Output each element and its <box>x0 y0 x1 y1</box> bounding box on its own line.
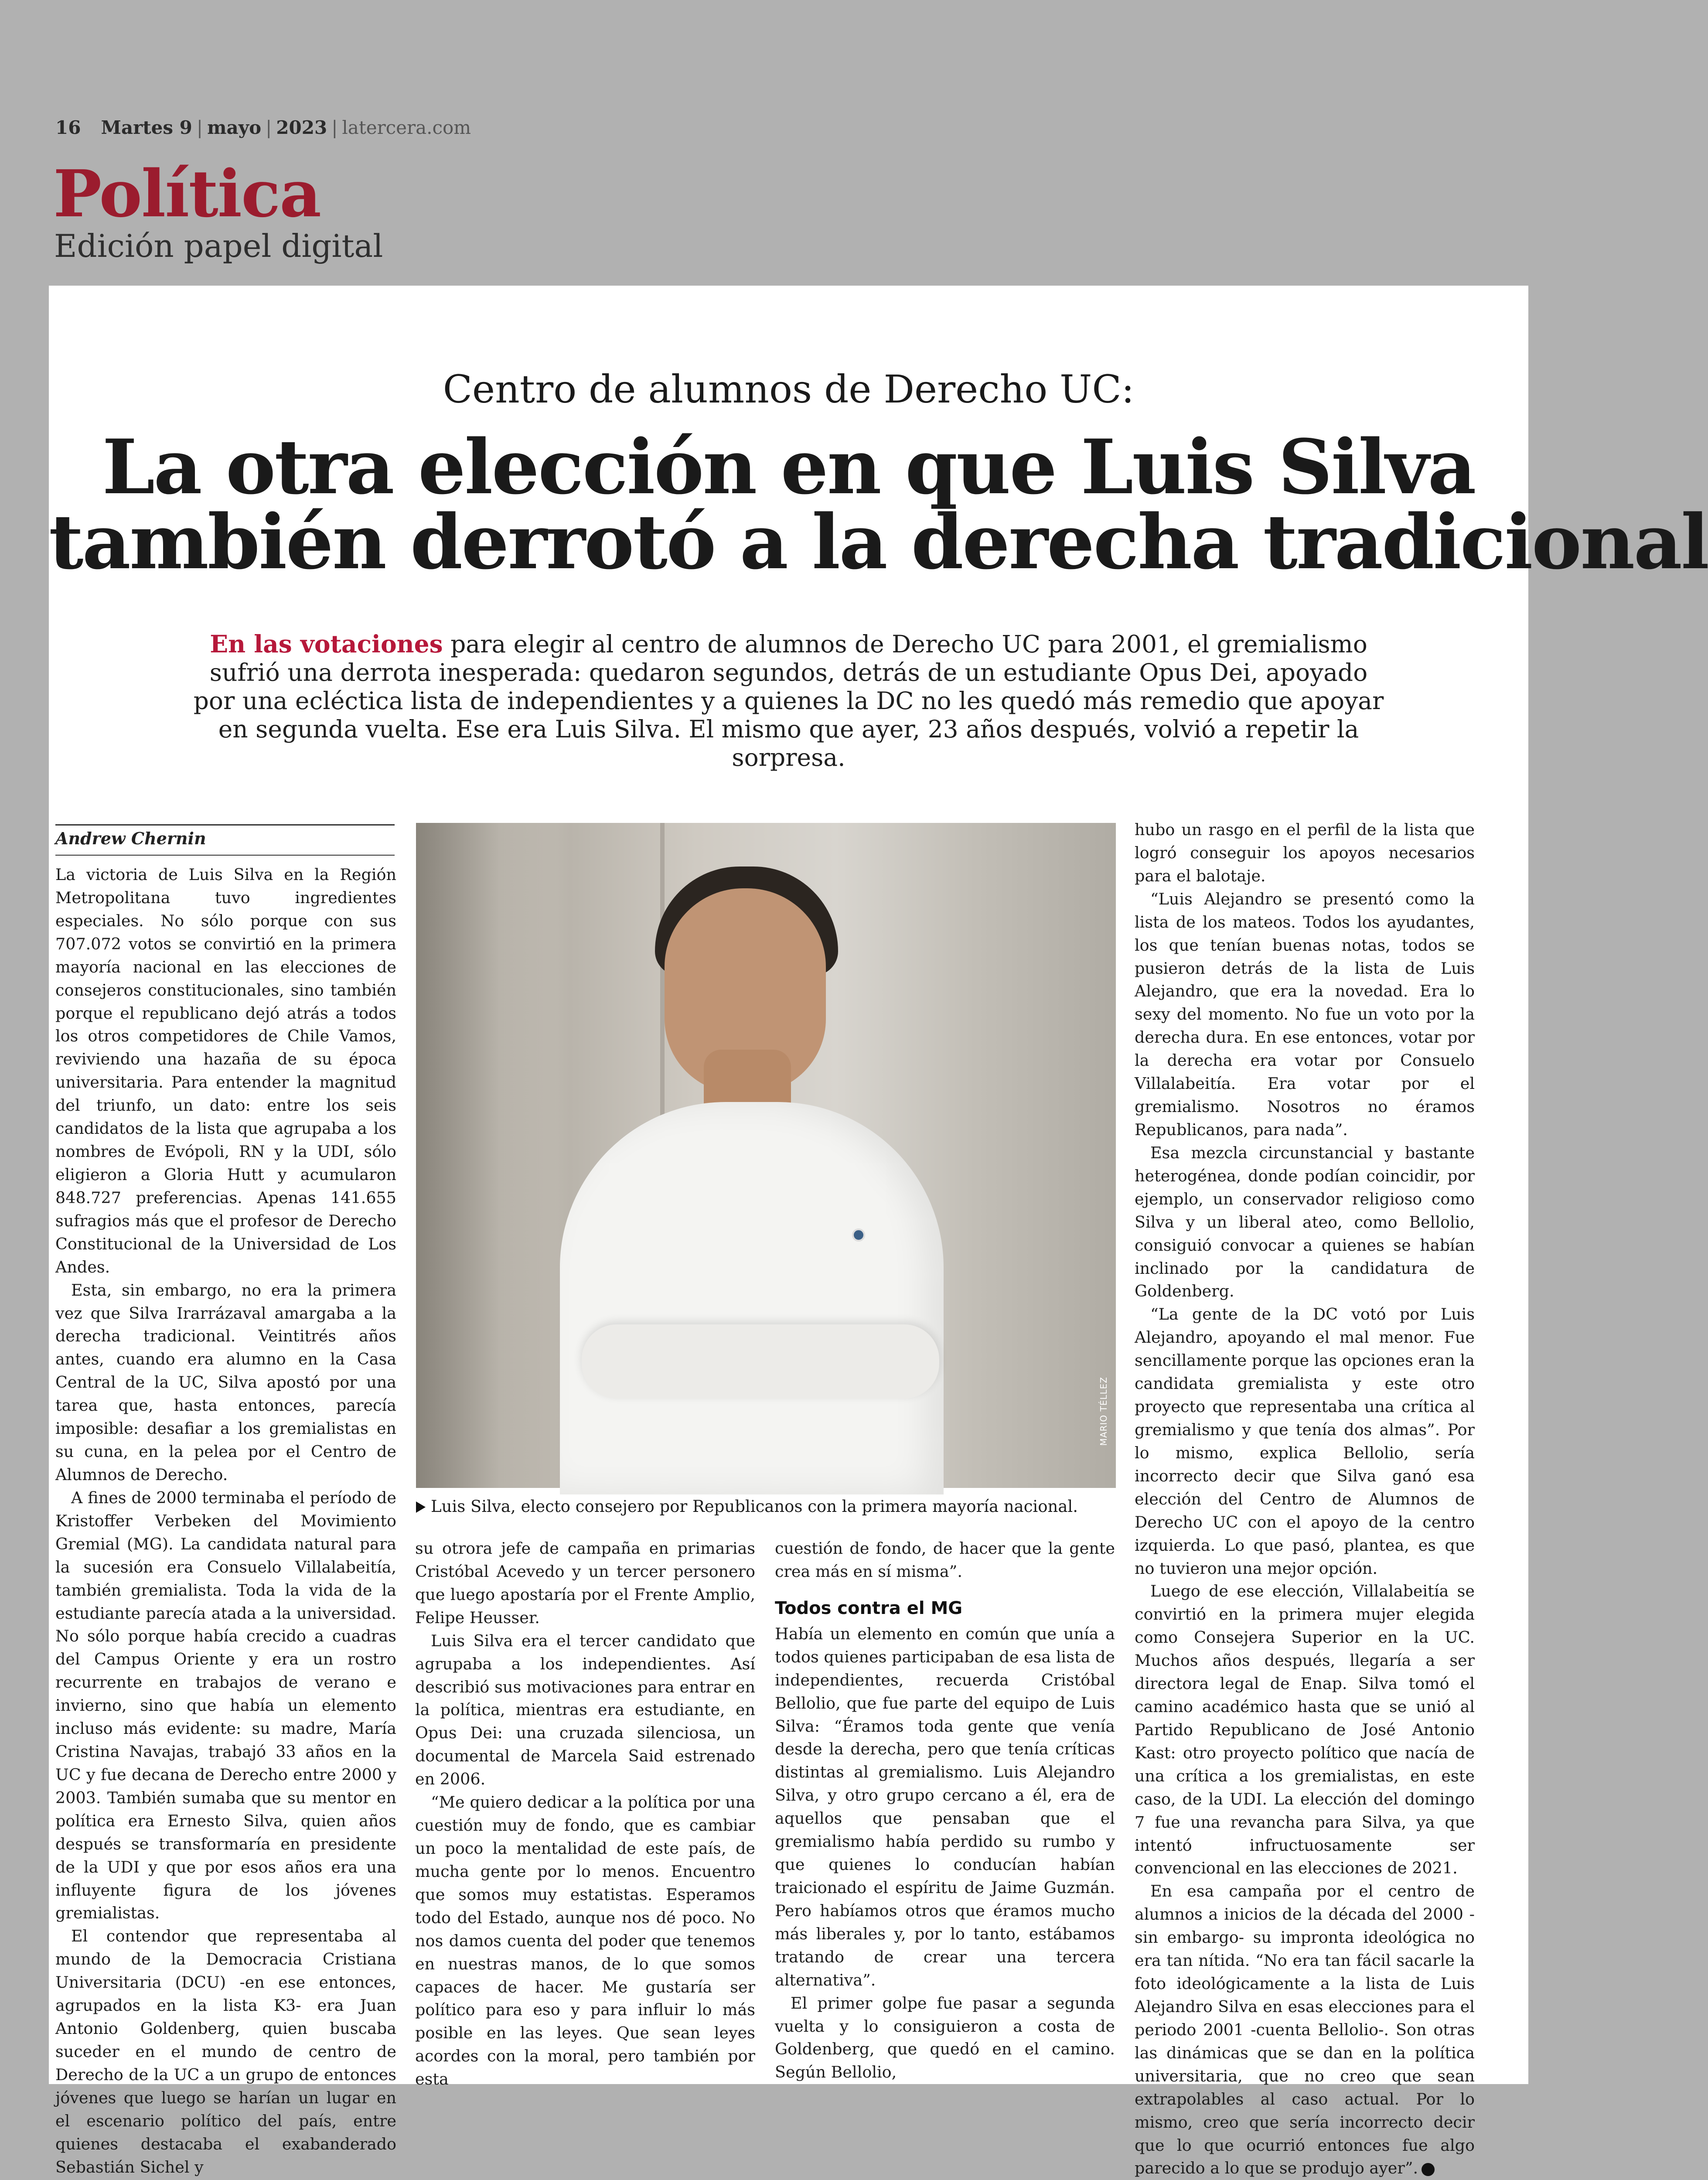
byline: Andrew Chernin <box>55 829 206 848</box>
byline-rule-bottom <box>55 855 395 856</box>
date-year: 2023 <box>276 117 327 138</box>
text-column-4 <box>1135 819 1475 2180</box>
text-column-2 <box>415 1537 755 2091</box>
article-subhead: Todos contra el MG <box>775 1598 963 1618</box>
photo-subject-shirt <box>560 1102 944 1494</box>
paragraph: La victoria de Luis Silva en la Región Metropolitana tuvo ingredientes especiales. No sólo porque con sus 707.072 votos se convirtió en la primera mayoría nacional en las elecciones de consejeros constitucionales, sino también porque el republicano dejó atrás a todos los otros competidores de Chile Vamos, reviviendo una hazaña de su época universitaria. Para entender la magnitud del triunfo, un dato: entre los seis candidatos de la lista que agrupaba a los nombres de Evópoli, RN y la UDI, sólo eligieron a Gloria Hutt y acumularon 848.727 preferencias. Apenas 141.655 sufragios más que el profesor de Derecho Constitucional de la Universidad de Los Andes. <box>55 865 396 1276</box>
date-weekday: Martes 9 <box>101 117 192 138</box>
article-headline <box>49 423 1708 586</box>
paragraph: Esta, sin embargo, no era la primera vez que Silva Irarrázaval amargaba a la derecha tradicional. Veintitrés años antes, cuando era alumno en la Casa Central de la UC, Silva apostó por una tarea que, hasta entonces, parecía imposible: desafiar a los gremialistas en su cuna, en la pelea por el Centro de Alumnos de Derecho. <box>55 1280 396 1484</box>
paragraph: Luis Silva era el tercer candidato que agrupaba a los independientes. Así describió sus motivaciones para entrar en la política, mientras era estudiante, en Opus Dei: una cruzada silenciosa, un documental de Marcela Said estrenado en 2006. <box>415 1631 755 1789</box>
section-title: Política <box>53 156 321 232</box>
caption-triangle-icon <box>416 1501 426 1513</box>
paragraph: “La gente de la DC votó por Luis Alejandro, apoyando el mal menor. Fue sencillamente porque las opciones eran la candidata gremialista y este otro proyecto que representaba una crítica al gremialismo y que tenía dos almas”. Por lo mismo, explica Bellolio, sería incorrecto decir que Silva ganó esa elección del Centro de Alumnos de Derecho UC con el apoyo de la centro izquierda. Lo que pasó, plantea, es que no tuvieron una mejor opción. <box>1135 1305 1475 1578</box>
paragraph: hubo un rasgo en el perfil de la lista que logró conseguir los apoyos necesarios para el balotaje. <box>1135 820 1475 885</box>
article-page <box>49 286 1708 2178</box>
article-lead <box>193 630 1384 771</box>
paragraph: A fines de 2000 terminaba el período de Kristoffer Verbeken del Movimiento Gremial (MG). La candidata natural para la sucesión era Consuelo Villalabeitía, también gremialista. Toda la vida de la estudiante parecía atada a la universidad. No sólo porque había crecido a cuadras del Campus Oriente y era un rostro recurrente en trabajos de verano e invierno, sino que había un elemento incluso más evidente: su madre, María Cristina Navajas, trabajó 33 años en la UC y fue decana de Derecho entre 2000 y 2003. También sumaba que su mentor en política era Ernesto Silva, quien años después se transformaría en presidente de la UDI y que por esos años era una influyente figura de los jóvenes gremialistas. <box>55 1488 396 1923</box>
headline-line-1: La otra elección en que Luis Silva <box>102 423 1475 511</box>
paragraph: “Me quiero dedicar a la política por una cuestión muy de fondo, que es cambiar un poco la mentalidad de este país, de mucha gente por lo menos. Encuentro que somos muy estatistas. Esperamos todo del Estado, aunque nos dé poco. No nos damos cuenta del poder que tenemos en nuestras manos, de lo que somos capaces de hacer. Me gustaría ser político para eso y para influir lo más posible en las leyes. Que sean leyes acordes con la moral, pero también por esta <box>415 1793 755 2089</box>
paragraph: El contendor que representaba al mundo de la Democracia Cristiana Universitaria (DCU) -en ese entonces, agrupados en la lista K3- era Juan Antonio Goldenberg, quien buscaba suceder en el mundo de centro de Derecho de la UC a un grupo de entonces jóvenes que luego se harían un lugar en el escenario político del país, entre quienes destacaba el exabanderado Sebastián Sichel y <box>55 1927 396 2177</box>
date-month: mayo <box>207 117 262 138</box>
edition-label: Edición papel digital <box>54 228 383 264</box>
lead-text: para elegir al centro de alumnos de Derecho UC para 2001, el gremialismo sufrió una derrota inesperada: quedaron segundos, detrás de un estudiante Opus Dei, apoyado por una ecléctica lista de independientes y a quienes la DC no les quedó más remedio que apoyar en segunda vuelta. Ese era Luis Silva. El mismo que ayer, 23 años después, volvió a repetir la sorpresa. <box>193 630 1384 771</box>
paragraph-last-text: En esa campaña por el centro de alumnos a inicios de la década del 2000 -sin embargo- su impronta ideológica no era tan nítida. “No era tan fácil sacarle la foto ideológicamente a la lista de Luis Alejandro Silva en esas elecciones para el periodo 2001 -cuenta Bellolio-. Son otras las dinámicas que se dan en la política universitaria, que no creo que sean extrapolables al caso actual. Por lo mismo, creo que sería incorrecto decir que lo que ocurrió entonces fue algo parecido a lo que se produjo ayer”. <box>1135 1882 1475 2178</box>
paragraph: “Luis Alejandro se presentó como la lista de los mateos. Todos los ayudantes, los que tenían buenas notas, todos se pusieron detrás de la lista de Luis Alejandro, que era la novedad. Era lo sexy del momento. No fue un voto por la derecha dura. En ese entonces, votar por la derecha era votar por Consuelo Villalabeitía. Era votar por el gremialismo. Nosotros no éramos Republicanos, para nada”. <box>1135 889 1475 1139</box>
lead-highlight: En las votaciones <box>210 630 443 658</box>
text-column-3 <box>775 1537 1115 2084</box>
photo-subject-arms <box>582 1324 939 1399</box>
paragraph: Luego de ese elección, Villalabeitía se convirtió en la primera mujer elegida como Consejera Superior en la UC. Muchos años después, llegaría a ser directora legal de Enap. Silva tomó el camino académico hasta que se unió al Partido Republicano de José Antonio Kast: otro proyecto político que nacía de una crítica a los gremialistas, en este caso, de la UDI. La elección del domingo 7 fue una revancha para Silva, ya que intentó infructuosamente ser convencional en las elecciones de 2021. <box>1135 1582 1475 1878</box>
article-kicker: Centro de alumnos de Derecho UC: <box>443 367 1135 412</box>
paragraph: cuestión de fondo, de hacer que la gente crea más en sí misma”. <box>775 1539 1115 1581</box>
photo-caption <box>416 1497 1116 1516</box>
page-header-bar: 16 Martes 9 | mayo | 2023 | latercera.com <box>55 117 471 138</box>
caption-text: Luis Silva, electo consejero por Republicanos con la primera mayoría nacional. <box>431 1497 1078 1516</box>
byline-rule-top <box>55 824 395 826</box>
paragraph: Esa mezcla circunstancial y bastante heterogénea, donde podían coincidir, por ejemplo, un conservador religioso como Silva y un liberal ateo, como Bellolio, consiguió convocar a quienes se habían inclinado por la candidatura de Goldenberg. <box>1135 1143 1475 1301</box>
lapel-pin-icon <box>852 1228 865 1242</box>
paragraph: El primer golpe fue pasar a segunda vuelta y lo consiguieron a costa de Goldenberg, que quedó en el camino. Según Bellolio, <box>775 1993 1115 2082</box>
text-column-1 <box>55 863 396 2179</box>
page-number: 16 <box>55 117 81 138</box>
end-of-article-icon <box>1422 2163 1435 2176</box>
site-link[interactable]: latercera.com <box>342 117 471 138</box>
paragraph: su otrora jefe de campaña en primarias Cristóbal Acevedo y un tercer personero que luego apostaría por el Frente Amplio, Felipe Heusser. <box>415 1539 755 1627</box>
photo-credit: MARIO TÉLLEZ <box>1098 1377 1109 1446</box>
headline-line-2: también derrotó a la derecha tradicional <box>49 498 1708 586</box>
paragraph: Había un elemento en común que unía a todos quienes participaban de esa lista de independientes, recuerda Cristóbal Bellolio, que fue parte del equipo de Luis Silva: “Éramos toda gente que venía desde la derecha, pero que tenía críticas distintas al gremialismo. Luis Alejandro Silva, y otro grupo cercano a él, era de aquellos que pensaban que el gremialismo había perdido su rumbo y que quienes lo conducían habían traicionado el espíritu de Jaime Guzmán. Pero habíamos otros que éramos mucho más liberales y, por lo tanto, estábamos tratando de crear una tercera alternativa”. <box>775 1624 1115 1989</box>
article-photo <box>416 823 1116 1488</box>
paragraph-last <box>1135 1880 1475 2180</box>
